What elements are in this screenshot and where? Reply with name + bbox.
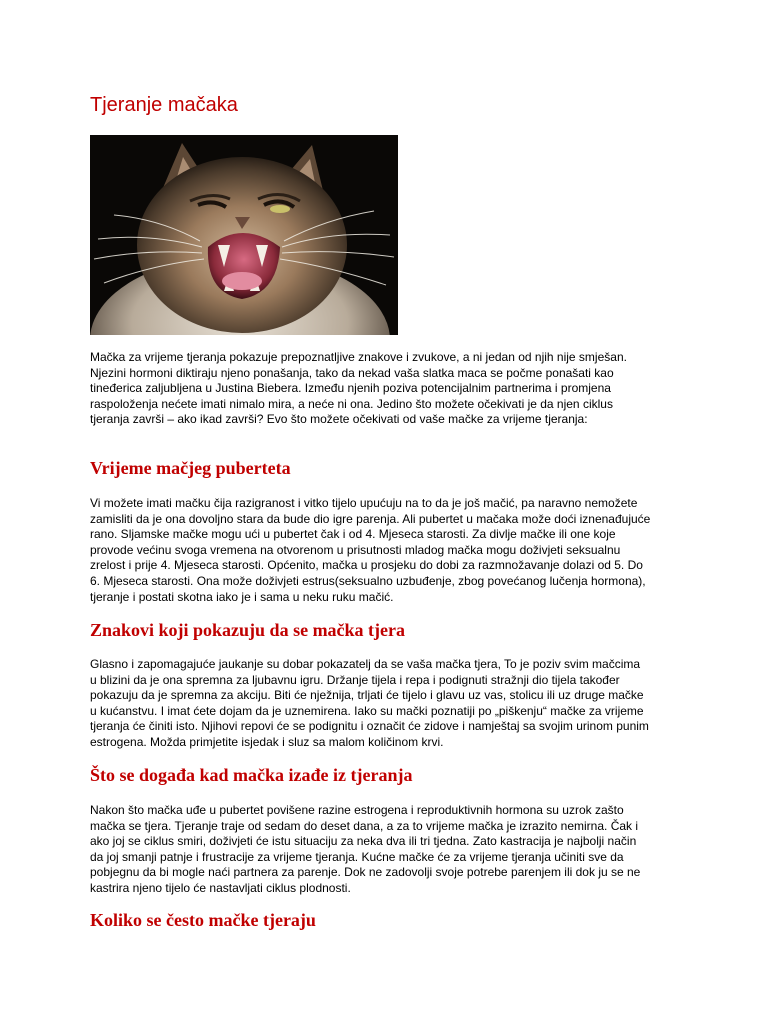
section-paragraph-after-heat [90, 803, 690, 897]
paragraph-line: kastrira njeno tijelo će nastavljati ciklus plodnosti. [90, 880, 351, 895]
paragraph-line: tjeranja će činiti isto. Njihovi repovi će se podignitu i označit će zidove i namještaj sa svojim urinom punim [90, 719, 649, 734]
intro-line: Njezini hormoni diktiraju njeno ponašanja, tako da nekad vaša slatka maca se počme ponašati kao [90, 365, 614, 380]
paragraph-line: ako joj se ciklus smiri, doživjeti će istu situaciju za neka dva ili tri tjedna. Zato kastracija je najbolji način [90, 834, 637, 849]
intro-line: tineđerica zaljubljena u Justina Biebera. Između njenih poziva potencijalnim partnerima i promjena [90, 381, 611, 396]
paragraph-line: u blizini da je ona spremna za ljubavnu igru. Držanje tijela i repa i podignuti stražnji dio tijela također [90, 672, 620, 687]
intro-paragraph [90, 350, 690, 428]
paragraph-line: estrogena. Možda primjetite isjedak i sluz sa malom količinom krvi. [90, 734, 444, 749]
paragraph-line: Nakon što mačka uđe u pubertet povišene razine estrogena i reproduktivnih hormona su uzrok zašto [90, 803, 624, 817]
section-paragraph-signs [90, 657, 690, 751]
paragraph-line: Vi možete imati mačku čija razigranost i vitko tijelo upućuju na to da je još mačić, pa naravno nemožete [90, 496, 638, 510]
paragraph-line: zrelost i prije 4. Mjeseca starosti. Općenito, mačka u prosjeku do dobi za razmnožavanje dolazi od 5. Do [90, 558, 643, 573]
section-heading-signs: Znakovi koji pokazuju da se mačka tjera [90, 620, 406, 640]
section-heading-after-heat: Što se događa kad mačka izađe iz tjeranja [90, 765, 413, 785]
section-heading-puberty: Vrijeme mačjeg puberteta [90, 458, 291, 478]
paragraph-line: Glasno i zapomagajuće jaukanje su dobar pokazatelj da se vaša mačka tjera, To je poziv svim mačcima [90, 657, 641, 671]
paragraph-line: provode većinu svoga vremena na otvorenom u prisutnosti mladog mačka mogu doživjeti seksualnu [90, 542, 621, 557]
paragraph-line: tjeranje i postati skotna iako je i sama u neku ruku mačić. [90, 589, 394, 604]
intro-line: Mačka za vrijeme tjeranja pokazuje prepoznatljive znakove i zvukove, a ni jedan od njih nije smješan. [90, 350, 627, 364]
paragraph-line: pobjegnu da bi mogle naći partnera za parenje. Dok ne zadovolji svoje potrebe parenjem ili dok ju se ne [90, 865, 641, 880]
section-paragraph-puberty [90, 496, 690, 605]
paragraph-line: zamisliti da je ona dovoljno stara da bude dio igre parenja. Ali pubertet u mačaka može doći iznenađujuće [90, 511, 651, 526]
paragraph-line: 6. Mjeseca starosti. Ona može doživjeti estrus(seksualno uzbuđenje, zbog povećanog lučenja hormona), [90, 573, 646, 588]
paragraph-line: u kućanstvu. I imat ćete dojam da je uznemirena. Iako su mački poznatiji po „piškenju“ mačke za vrijeme [90, 703, 644, 718]
hissing-cat-photo [90, 135, 398, 335]
paragraph-line: rano. Sljamske mačke mogu ući u pubertet čak i od 4. Mjeseca starosti. Za divlje mačke ili one koje [90, 527, 616, 542]
document-title: Tjeranje mačaka [90, 94, 238, 116]
paragraph-line: da joj smanji patnje i frustracije za vrijeme tjeranja. Kućne mačke će za vrijeme tjeranja učiniti sve da [90, 849, 624, 864]
paragraph-line: mačka se tjera. Tjeranje traje od sedam do deset dana, a za to vrijeme mačka je izrazito nemirna. Čak i [90, 818, 639, 833]
section-heading-frequency: Koliko se često mačke tjeraju [90, 910, 316, 930]
intro-line: raspoloženja nećete imati nimalo mira, a neće ni ona. Jedino što možete očekivati je da njen ciklus [90, 396, 613, 411]
paragraph-line: pokazuju da je spremna za akciju. Biti će nježnija, trljati će tijelo i glavu uz vas, stolicu ili uz druge mačke [90, 688, 644, 703]
intro-line: tjeranja završi – ako ikad završi? Evo što možete očekivati od vaše mačke za vrijeme tjeranja: [90, 412, 588, 427]
cat-illustration [90, 135, 398, 335]
